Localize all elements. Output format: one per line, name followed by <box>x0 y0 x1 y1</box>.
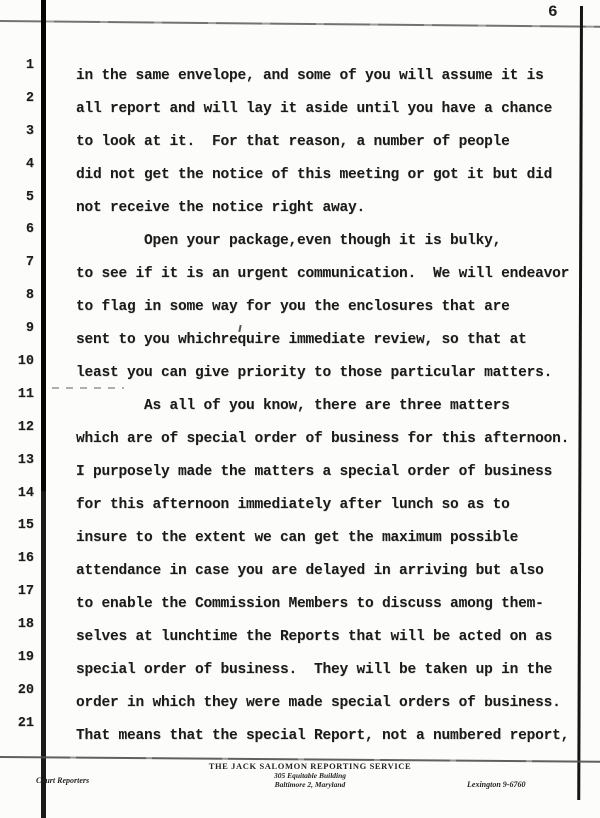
transcript-line: to enable the Commission Members to discuss among them- <box>76 596 544 612</box>
line-number: 11 <box>17 386 34 402</box>
line-number: 13 <box>17 452 34 468</box>
transcript-line: As all of you know, there are three matters <box>76 398 510 414</box>
line-number: 14 <box>17 485 34 501</box>
transcript-line: to flag in some way for you the enclosures that are <box>76 299 510 315</box>
transcript-line: I purposely made the matters a special order of business <box>76 464 553 480</box>
left-margin-rule <box>41 0 46 818</box>
line-number: 16 <box>17 551 34 567</box>
line-number: 12 <box>17 419 34 435</box>
line-number: 3 <box>25 123 34 139</box>
transcript-line: Open your package,even though it is bulky, <box>76 233 502 249</box>
line-number: 20 <box>17 682 34 698</box>
line-number: 17 <box>17 584 34 600</box>
footer-service-name: THE JACK SALOMON REPORTING SERVICE <box>208 761 412 771</box>
line-number: 9 <box>25 321 34 337</box>
transcript-line: not receive the notice right away. <box>76 200 366 216</box>
footer-phone: Lexington 9-6760 <box>467 780 526 789</box>
transcript-line: selves at lunchtime the Reports that will be acted on as <box>76 629 553 645</box>
transcript-line: insure to the extent we can get the maximum possible <box>76 530 519 546</box>
transcript-line: attendance in case you are delayed in arriving but also <box>76 563 544 579</box>
transcript-line: did not get the notice of this meeting or got it but did <box>76 167 553 183</box>
transcript-line: to look at it. For that reason, a number of people <box>76 134 510 150</box>
line-number: 15 <box>17 518 34 534</box>
transcript-body <box>76 60 596 753</box>
footer-address-line1: 305 Equitable Building <box>273 771 347 780</box>
header-rule <box>0 20 600 28</box>
scan-artifact-smudge <box>52 387 124 389</box>
line-number: 8 <box>25 288 34 304</box>
footer-court-reporters: Court Reporters <box>36 776 90 785</box>
line-number: 21 <box>17 715 34 731</box>
transcript-line: special order of business. They will be taken up in the <box>76 662 553 678</box>
transcript-line: sent to you whichrequire immediate review, so that at <box>76 332 527 348</box>
transcript-line: order in which they were made special orders of business. <box>76 695 561 711</box>
transcript-line: in the same envelope, and some of you will assume it is <box>76 68 544 84</box>
line-number-column <box>8 50 34 741</box>
transcript-line: That means that the special Report, not a numbered report, <box>76 728 570 744</box>
transcript-line: all report and will lay it aside until you have a chance <box>76 101 553 117</box>
line-number: 5 <box>25 189 34 205</box>
footer-letterhead <box>170 761 450 789</box>
line-number: 18 <box>17 617 34 633</box>
page-number: 6 <box>548 3 558 21</box>
line-number: 19 <box>17 650 34 666</box>
line-number: 2 <box>25 90 34 106</box>
line-number: 10 <box>17 354 34 370</box>
line-number: 4 <box>25 156 34 172</box>
transcript-line: for this afternoon immediately after lunch so as to <box>76 497 510 513</box>
line-number: 7 <box>25 255 34 271</box>
transcript-line: to see if it is an urgent communication. We will endeavor <box>76 266 570 282</box>
footer-address-line2: Baltimore 2, Maryland <box>274 780 346 789</box>
transcript-line: which are of special order of business for this afternoon. <box>76 431 570 447</box>
transcript-line: least you can give priority to those particular matters. <box>76 365 553 381</box>
line-number: 6 <box>25 222 34 238</box>
line-number: 1 <box>25 58 34 73</box>
